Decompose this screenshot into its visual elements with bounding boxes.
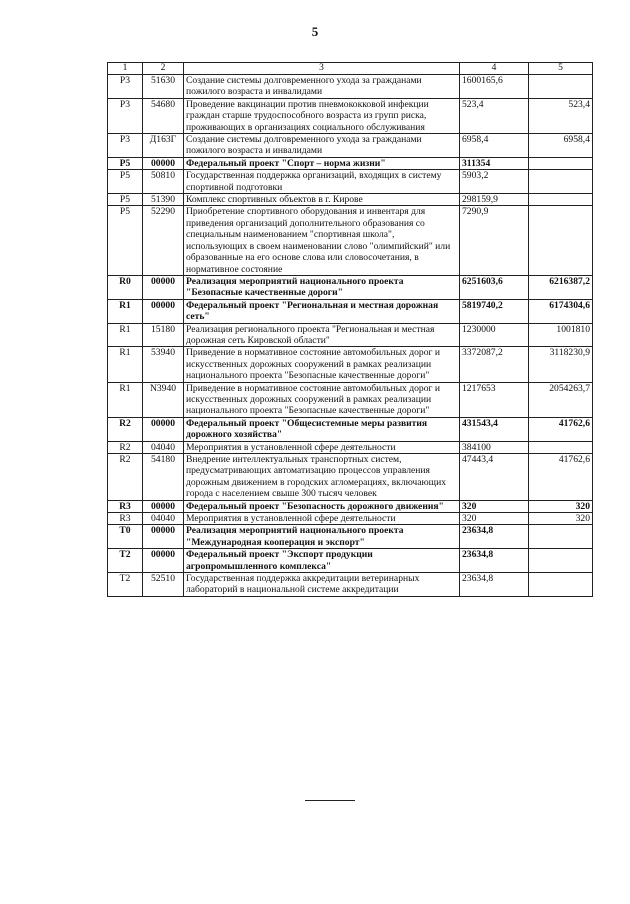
target-code-cell: 00000 [143,157,184,169]
amount-year2-cell [529,194,593,206]
target-code-cell: 51630 [143,75,184,99]
row-code-cell: R1 [108,323,143,347]
row-code-cell: Р5 [108,206,143,275]
amount-year1-cell: 320 [460,513,529,525]
row-code-cell: Р5 [108,157,143,169]
row-code-cell: Р3 [108,75,143,99]
row-code-cell: R3 [108,500,143,512]
table-row [108,549,593,573]
table-row [108,323,593,347]
amount-year2-cell [529,441,593,453]
description-cell: Реализация регионального проекта "Региональная и местная дорожная сеть Кировской области" [184,323,460,347]
amount-year1-cell: 23634,8 [460,573,529,597]
description-cell: Приобретение спортивного оборудования и инвентаря для приведения организаций дополнительного образования со специальным наименованием "спортивная школа", использующих в своем наименовании слово "олимпийский" или образованные на его основе слова или словосочетания, в нормативное состояние [184,206,460,275]
description-cell: Реализация мероприятий национального проекта "Международная кооперация и экспорт" [184,525,460,549]
column-header-4: 4 [460,63,529,75]
table-header-row [108,63,593,75]
amount-year1-cell: 3372087,2 [460,347,529,382]
table-row [108,500,593,512]
target-code-cell: 00000 [143,500,184,512]
amount-year1-cell: 1217653 [460,382,529,417]
description-cell: Реализация мероприятий национального проекта "Безопасные качественные дороги" [184,275,460,299]
table-row [108,98,593,133]
table-row [108,170,593,194]
table-row [108,347,593,382]
amount-year2-cell [529,525,593,549]
description-cell: Федеральный проект "Экспорт продукции агропромышленного комплекса" [184,549,460,573]
table-row [108,299,593,323]
amount-year1-cell: 431543,4 [460,417,529,441]
table-row [108,206,593,275]
description-cell: Проведение вакцинации против пневмококковой инфекции граждан старше трудоспособного возраста из групп риска, проживающих в организациях социального обслуживания [184,98,460,133]
description-cell: Федеральный проект "Безопасность дорожного движения" [184,500,460,512]
amount-year2-cell [529,75,593,99]
table-row [108,573,593,597]
amount-year2-cell: 320 [529,513,593,525]
description-cell: Мероприятия в установленной сфере деятельности [184,441,460,453]
row-code-cell: T2 [108,573,143,597]
description-cell: Федеральный проект "Общесистемные меры развития дорожного хозяйства" [184,417,460,441]
budget-table-body [108,63,593,597]
amount-year1-cell: 6958,4 [460,134,529,158]
row-code-cell: R3 [108,513,143,525]
row-code-cell: Р5 [108,170,143,194]
row-code-cell: R2 [108,417,143,441]
column-header-3: 3 [184,63,460,75]
description-cell: Государственная поддержка организаций, входящих в систему спортивной подготовки [184,170,460,194]
amount-year1-cell: 47443,4 [460,454,529,501]
table-row [108,441,593,453]
row-code-cell: Р3 [108,98,143,133]
target-code-cell: 54180 [143,454,184,501]
target-code-cell: 51390 [143,194,184,206]
target-code-cell: 00000 [143,549,184,573]
amount-year2-cell: 1001810 [529,323,593,347]
amount-year2-cell: 523,4 [529,98,593,133]
target-code-cell: 53940 [143,347,184,382]
table-row [108,134,593,158]
amount-year2-cell: 6216387,2 [529,275,593,299]
amount-year1-cell: 311354 [460,157,529,169]
table-row [108,382,593,417]
target-code-cell: 00000 [143,299,184,323]
amount-year2-cell: 6958,4 [529,134,593,158]
description-cell: Комплекс спортивных объектов в г. Кирове [184,194,460,206]
amount-year2-cell: 2054263,7 [529,382,593,417]
amount-year1-cell: 7290,9 [460,206,529,275]
amount-year2-cell: 320 [529,500,593,512]
table-row [108,454,593,501]
target-code-cell: 52510 [143,573,184,597]
description-cell: Приведение в нормативное состояние автомобильных дорог и искусственных дорожных сооружений в рамках реализации национального проекта "Безопасные качественные дороги" [184,382,460,417]
amount-year2-cell [529,170,593,194]
target-code-cell: 50810 [143,170,184,194]
table-row [108,75,593,99]
row-code-cell: Р5 [108,194,143,206]
column-header-2: 2 [143,63,184,75]
row-code-cell: T0 [108,525,143,549]
amount-year2-cell [529,206,593,275]
table-row [108,275,593,299]
amount-year2-cell [529,157,593,169]
target-code-cell: 15180 [143,323,184,347]
description-cell: Федеральный проект "Спорт – норма жизни" [184,157,460,169]
amount-year1-cell: 384100 [460,441,529,453]
description-cell: Федеральный проект "Региональная и местная дорожная сеть" [184,299,460,323]
amount-year1-cell: 5903,2 [460,170,529,194]
amount-year1-cell: 1230000 [460,323,529,347]
table-row [108,525,593,549]
table-row [108,417,593,441]
amount-year2-cell [529,573,593,597]
column-header-1: 1 [108,63,143,75]
amount-year1-cell: 23634,8 [460,549,529,573]
description-cell: Мероприятия в установленной сфере деятельности [184,513,460,525]
target-code-cell: N3940 [143,382,184,417]
amount-year1-cell: 23634,8 [460,525,529,549]
amount-year1-cell: 320 [460,500,529,512]
target-code-cell: Д163Г [143,134,184,158]
amount-year1-cell: 298159,9 [460,194,529,206]
amount-year2-cell: 3118230,9 [529,347,593,382]
row-code-cell: Р3 [108,134,143,158]
target-code-cell: 04040 [143,513,184,525]
target-code-cell: 52290 [143,206,184,275]
description-cell: Приведение в нормативное состояние автомобильных дорог и искусственных дорожных сооружений в рамках реализации национального проекта "Безопасные качественные дороги" [184,347,460,382]
row-code-cell: T2 [108,549,143,573]
amount-year1-cell: 1600165,6 [460,75,529,99]
amount-year2-cell [529,549,593,573]
amount-year1-cell: 6251603,6 [460,275,529,299]
amount-year2-cell: 6174304,6 [529,299,593,323]
table-row [108,513,593,525]
column-header-5: 5 [529,63,593,75]
row-code-cell: R1 [108,382,143,417]
description-cell: Создание системы долговременного ухода за гражданами пожилого возраста и инвалидами [184,75,460,99]
row-code-cell: R2 [108,441,143,453]
page-number: 5 [311,24,319,39]
amount-year2-cell: 41762,6 [529,417,593,441]
budget-table [107,62,593,597]
target-code-cell: 00000 [143,275,184,299]
footer-divider [305,800,355,801]
target-code-cell: 54680 [143,98,184,133]
description-cell: Государственная поддержка аккредитации ветеринарных лабораторий в национальной системе аккредитации [184,573,460,597]
table-row [108,157,593,169]
row-code-cell: R1 [108,347,143,382]
row-code-cell: R0 [108,275,143,299]
table-row [108,194,593,206]
target-code-cell: 04040 [143,441,184,453]
amount-year1-cell: 5819740,2 [460,299,529,323]
amount-year2-cell: 41762,6 [529,454,593,501]
row-code-cell: R2 [108,454,143,501]
amount-year1-cell: 523,4 [460,98,529,133]
row-code-cell: R1 [108,299,143,323]
target-code-cell: 00000 [143,417,184,441]
target-code-cell: 00000 [143,525,184,549]
description-cell: Внедрение интеллектуальных транспортных систем, предусматривающих автоматизацию процессов управления дорожным движением в городских агломерациях, включающих города с населением свыше 300 тысяч человек [184,454,460,501]
description-cell: Создание системы долговременного ухода за гражданами пожилого возраста и инвалидами [184,134,460,158]
